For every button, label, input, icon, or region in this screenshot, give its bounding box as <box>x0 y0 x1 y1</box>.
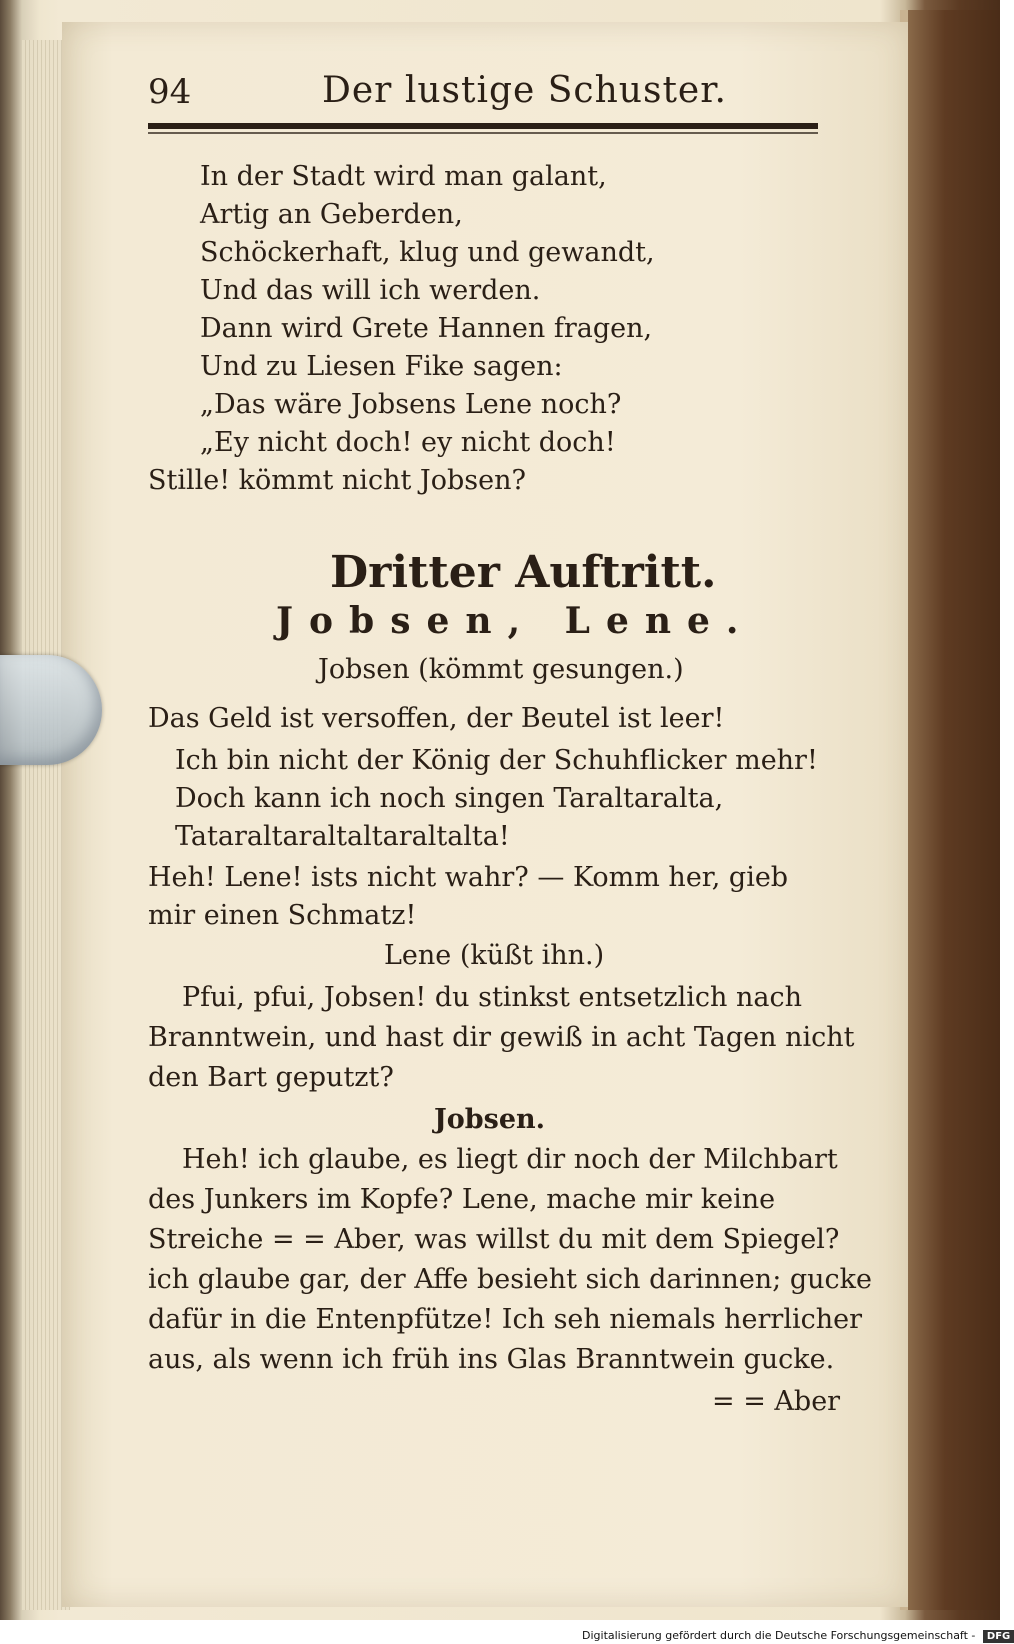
verse-line: Und das will ich werden. <box>200 275 541 306</box>
song-line: Tataraltaraltaltaraltalta! <box>175 821 510 852</box>
page-number: 94 <box>148 72 192 112</box>
footer-credit <box>582 1629 1014 1643</box>
dialogue-line: Heh! ich glaube, es liegt dir noch der Milchbart <box>182 1144 838 1175</box>
dialogue-line: dafür in die Entenpfütze! Ich seh niemals herrlicher <box>148 1304 862 1335</box>
verse-line: Artig an Geberden, <box>200 199 463 230</box>
dialogue-line: mir einen Schmatz! <box>148 900 417 931</box>
dialogue-line: des Junkers im Kopfe? Lene, mache mir keine <box>148 1184 776 1215</box>
song-line: Das Geld ist versoffen, der Beutel ist leer! <box>148 703 725 734</box>
dialogue-line: den Bart geputzt? <box>148 1062 394 1093</box>
dialogue-line: Pfui, pfui, Jobsen! du stinkst entsetzlich nach <box>182 982 802 1013</box>
catchword: = = Aber <box>712 1386 841 1417</box>
stage-direction: Jobsen (kömmt gesungen.) <box>318 654 684 685</box>
dialogue-line: ich glaube gar, der Affe besieht sich darinnen; gucke <box>148 1264 873 1295</box>
dialogue-line: Streiche = = Aber, was willst du mit dem Spiegel? <box>148 1224 840 1255</box>
verse-line: Stille! kömmt nicht Jobsen? <box>148 465 526 496</box>
verse-line: Dann wird Grete Hannen fragen, <box>200 313 653 344</box>
header-rule <box>148 123 818 129</box>
running-title: Der lustige Schuster. <box>322 70 727 111</box>
song-line: Doch kann ich noch singen Taraltaralta, <box>175 783 724 814</box>
footer-text: Digitalisierung gefördert durch die Deutsche Forschungsgemeinschaft - <box>582 1629 976 1642</box>
verse-line: „Das wäre Jobsens Lene noch? <box>200 389 622 420</box>
verse-line: Schöckerhaft, klug und gewandt, <box>200 237 655 268</box>
dialogue-line: aus, als wenn ich früh ins Glas Branntwein gucke. <box>148 1344 835 1375</box>
verse-line: In der Stadt wird man galant, <box>200 161 607 192</box>
verse-line: „Ey nicht doch! ey nicht doch! <box>200 427 616 458</box>
book-binding <box>908 10 1000 1610</box>
verse-line: Und zu Liesen Fike sagen: <box>200 351 563 382</box>
speaker-name: Jobsen. <box>434 1104 546 1135</box>
header-rule-thin <box>148 132 818 134</box>
song-line: Ich bin nicht der König der Schuhflicker mehr! <box>175 745 818 776</box>
scene-persons: Jobsen, Lene. <box>276 600 755 642</box>
dfg-logo: DFG <box>983 1630 1014 1643</box>
scene-heading: Dritter Auftritt. <box>330 547 717 598</box>
stage-direction: Lene (küßt ihn.) <box>384 940 605 971</box>
dialogue-line: Heh! Lene! ists nicht wahr? — Komm her, gieb <box>148 862 789 893</box>
dialogue-line: Branntwein, und hast dir gewiß in acht Tagen nicht <box>148 1022 855 1053</box>
